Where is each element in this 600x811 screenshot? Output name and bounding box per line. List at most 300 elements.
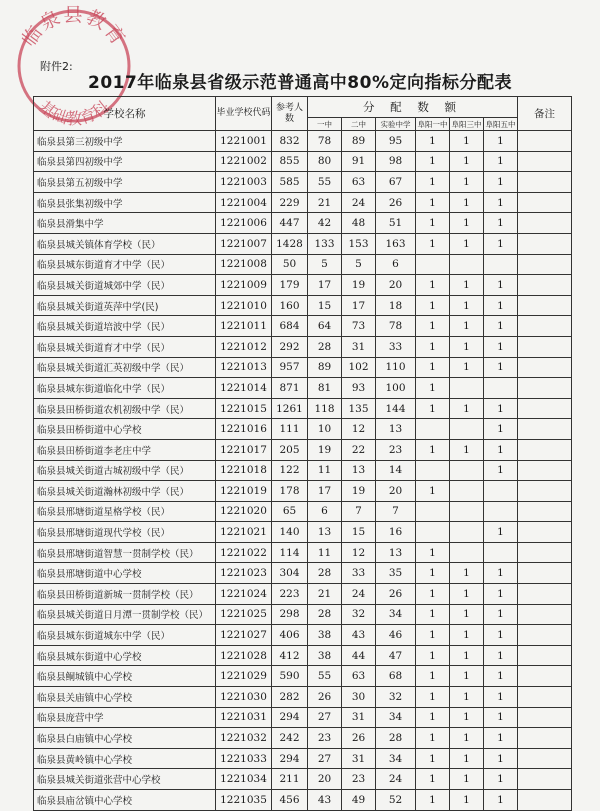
alloc-fuyang5-cell: 1 [484,687,518,708]
alloc-erzhong-cell: 19 [342,275,376,296]
school-code-cell: 1221035 [216,790,272,811]
allocation-table [33,96,572,811]
alloc-fuyang5-cell: 1 [484,522,518,543]
alloc-fuyang1-cell: 1 [416,398,450,419]
school-name-cell: 临泉县城关街道张营中心学校 [34,769,216,790]
school-name-cell: 临泉县田桥街道李老庄中学 [34,439,216,460]
alloc-yizhong-cell: 89 [308,357,342,378]
alloc-erzhong-cell: 31 [342,748,376,769]
alloc-erzhong-cell: 24 [342,192,376,213]
school-code-cell: 1221008 [216,254,272,275]
school-code-cell: 1221009 [216,275,272,296]
alloc-shiyan-cell: 46 [376,625,416,646]
alloc-erzhong-cell: 63 [342,172,376,193]
alloc-fuyang3-cell: 1 [450,295,484,316]
alloc-fuyang3-cell: 1 [450,645,484,666]
table-row [34,687,572,708]
alloc-fuyang3-cell: 1 [450,131,484,152]
alloc-shiyan-cell: 13 [376,419,416,440]
table-row [34,666,572,687]
alloc-fuyang1-cell: 1 [416,728,450,749]
exam-count-cell: 205 [272,439,308,460]
alloc-fuyang3-cell: 1 [450,316,484,337]
school-name-cell: 临泉县田桥街道新城一贯制学校（民） [34,584,216,605]
school-code-cell: 1221020 [216,501,272,522]
svg-text:基础教育科: 基础教育科 [35,96,113,128]
alloc-yizhong-cell: 21 [308,192,342,213]
alloc-fuyang5-cell: 1 [484,728,518,749]
alloc-fuyang5-cell: 1 [484,666,518,687]
school-name-cell: 临泉县城关街道英萍中学(民) [34,295,216,316]
alloc-shiyan-cell: 34 [376,748,416,769]
school-code-cell: 1221019 [216,481,272,502]
alloc-fuyang1-cell: 1 [416,790,450,811]
school-name-cell: 临泉县白庙镇中心学校 [34,728,216,749]
alloc-yizhong-cell: 10 [308,419,342,440]
school-code-cell: 1221010 [216,295,272,316]
alloc-fuyang1-cell: 1 [416,645,450,666]
alloc-fuyang3-cell: 1 [450,625,484,646]
alloc-shiyan-cell: 20 [376,481,416,502]
note-cell [518,172,572,193]
exam-count-cell: 871 [272,378,308,399]
exam-count-cell: 229 [272,192,308,213]
alloc-yizhong-cell: 55 [308,666,342,687]
school-name-cell: 临泉县城关街道日月潭一贯制学校（民） [34,604,216,625]
table-row [34,501,572,522]
table-row [34,584,572,605]
exam-count-cell: 1428 [272,233,308,254]
alloc-fuyang3-cell [450,419,484,440]
alloc-fuyang3-cell: 1 [450,728,484,749]
school-name-cell: 临泉县第五初级中学 [34,172,216,193]
alloc-fuyang5-cell: 1 [484,790,518,811]
alloc-shiyan-cell: 35 [376,563,416,584]
note-cell [518,336,572,357]
alloc-fuyang1-cell: 1 [416,707,450,728]
note-cell [518,254,572,275]
alloc-erzhong-cell: 31 [342,336,376,357]
school-name-cell: 临泉县城关街道培波中学（民） [34,316,216,337]
alloc-fuyang5-cell [484,378,518,399]
alloc-fuyang5-cell [484,254,518,275]
alloc-fuyang3-cell: 1 [450,336,484,357]
alloc-erzhong-cell: 102 [342,357,376,378]
note-cell [518,460,572,481]
alloc-fuyang3-cell: 1 [450,748,484,769]
alloc-fuyang3-cell: 1 [450,233,484,254]
note-cell [518,769,572,790]
alloc-fuyang1-cell: 1 [416,625,450,646]
alloc-shiyan-cell: 7 [376,501,416,522]
alloc-fuyang1-cell: 1 [416,233,450,254]
exam-count-cell: 412 [272,645,308,666]
alloc-erzhong-cell: 24 [342,584,376,605]
alloc-yizhong-cell: 133 [308,233,342,254]
alloc-fuyang5-cell: 1 [484,419,518,440]
attachment-label: 附件2: [40,60,73,73]
note-cell [518,316,572,337]
alloc-fuyang1-cell: 1 [416,213,450,234]
school-name-cell: 临泉县邢塘街道星格学校（民） [34,501,216,522]
note-cell [518,625,572,646]
alloc-fuyang5-cell: 1 [484,316,518,337]
alloc-shiyan-cell: 13 [376,542,416,563]
note-cell [518,439,572,460]
school-code-cell: 1221032 [216,728,272,749]
table-row [34,604,572,625]
school-code-cell: 1221015 [216,398,272,419]
school-code-cell: 1221007 [216,233,272,254]
alloc-shiyan-cell: 47 [376,645,416,666]
alloc-yizhong-cell: 15 [308,295,342,316]
table-row [34,172,572,193]
school-name-cell: 临泉县城关街道瀚林初级中学（民） [34,481,216,502]
exam-count-cell: 282 [272,687,308,708]
school-name-cell: 临泉县第四初级中学 [34,151,216,172]
alloc-fuyang5-cell [484,481,518,502]
alloc-shiyan-cell: 33 [376,336,416,357]
table-row [34,481,572,502]
exam-count-cell: 178 [272,481,308,502]
exam-count-cell: 111 [272,419,308,440]
alloc-fuyang3-cell: 1 [450,790,484,811]
school-code-cell: 1221001 [216,131,272,152]
alloc-fuyang1-cell: 1 [416,604,450,625]
table-row [34,131,572,152]
header-exam-count: 参考人数 [272,97,308,131]
alloc-fuyang1-cell: 1 [416,584,450,605]
exam-count-cell: 456 [272,790,308,811]
exam-count-cell: 684 [272,316,308,337]
alloc-yizhong-cell: 81 [308,378,342,399]
note-cell [518,419,572,440]
table-row [34,295,572,316]
alloc-yizhong-cell: 28 [308,604,342,625]
alloc-yizhong-cell: 17 [308,275,342,296]
exam-count-cell: 122 [272,460,308,481]
alloc-fuyang1-cell: 1 [416,666,450,687]
alloc-yizhong-cell: 28 [308,336,342,357]
table-row [34,645,572,666]
alloc-yizhong-cell: 27 [308,707,342,728]
alloc-erzhong-cell: 32 [342,604,376,625]
school-code-cell: 1221028 [216,645,272,666]
alloc-fuyang1-cell: 1 [416,275,450,296]
alloc-fuyang3-cell: 1 [450,151,484,172]
alloc-fuyang1-cell: 1 [416,687,450,708]
alloc-erzhong-cell: 30 [342,687,376,708]
alloc-fuyang5-cell: 1 [484,748,518,769]
table-row [34,748,572,769]
school-code-cell: 1221013 [216,357,272,378]
alloc-fuyang5-cell: 1 [484,584,518,605]
school-name-cell: 临泉县城东街道临化中学（民） [34,378,216,399]
school-name-cell: 临泉县城东街道育才中学（民） [34,254,216,275]
alloc-fuyang1-cell: 1 [416,357,450,378]
alloc-fuyang5-cell: 1 [484,707,518,728]
alloc-fuyang3-cell: 1 [450,707,484,728]
header-school-name: 学校名称 [34,97,216,131]
alloc-erzhong-cell: 15 [342,522,376,543]
alloc-fuyang1-cell: 1 [416,748,450,769]
alloc-yizhong-cell: 38 [308,625,342,646]
school-name-cell: 临泉县黄岭镇中心学校 [34,748,216,769]
school-code-cell: 1221018 [216,460,272,481]
alloc-fuyang5-cell: 1 [484,769,518,790]
alloc-shiyan-cell: 51 [376,213,416,234]
note-cell [518,481,572,502]
school-name-cell: 临泉县城关街道汇英初级中学（民） [34,357,216,378]
alloc-fuyang3-cell: 1 [450,439,484,460]
alloc-fuyang5-cell: 1 [484,151,518,172]
school-code-cell: 1221030 [216,687,272,708]
note-cell [518,213,572,234]
alloc-shiyan-cell: 163 [376,233,416,254]
alloc-shiyan-cell: 110 [376,357,416,378]
school-code-cell: 1221016 [216,419,272,440]
school-code-cell: 1221023 [216,563,272,584]
alloc-shiyan-cell: 26 [376,584,416,605]
exam-count-cell: 140 [272,522,308,543]
table-row [34,213,572,234]
alloc-erzhong-cell: 31 [342,707,376,728]
alloc-shiyan-cell: 23 [376,439,416,460]
school-code-cell: 1221006 [216,213,272,234]
alloc-fuyang5-cell: 1 [484,645,518,666]
alloc-erzhong-cell: 19 [342,481,376,502]
exam-count-cell: 292 [272,336,308,357]
alloc-fuyang5-cell [484,501,518,522]
alloc-fuyang5-cell: 1 [484,398,518,419]
school-code-cell: 1221002 [216,151,272,172]
alloc-fuyang3-cell: 1 [450,275,484,296]
alloc-fuyang3-cell [450,542,484,563]
alloc-erzhong-cell: 49 [342,790,376,811]
school-code-cell: 1221012 [216,336,272,357]
alloc-fuyang5-cell: 1 [484,172,518,193]
alloc-fuyang3-cell [450,481,484,502]
alloc-fuyang5-cell: 1 [484,563,518,584]
alloc-fuyang5-cell: 1 [484,604,518,625]
alloc-fuyang3-cell [450,378,484,399]
alloc-fuyang1-cell: 1 [416,295,450,316]
table-row [34,275,572,296]
alloc-shiyan-cell: 14 [376,460,416,481]
alloc-erzhong-cell: 22 [342,439,376,460]
school-code-cell: 1221011 [216,316,272,337]
alloc-erzhong-cell: 63 [342,666,376,687]
alloc-fuyang1-cell [416,419,450,440]
alloc-yizhong-cell: 11 [308,460,342,481]
school-name-cell: 临泉县邢塘街道现代学校（民） [34,522,216,543]
school-code-cell: 1221027 [216,625,272,646]
school-name-cell: 临泉县城东街道中心学校 [34,645,216,666]
alloc-shiyan-cell: 6 [376,254,416,275]
school-name-cell: 临泉县张集初级中学 [34,192,216,213]
alloc-shiyan-cell: 16 [376,522,416,543]
alloc-erzhong-cell: 23 [342,769,376,790]
alloc-erzhong-cell: 73 [342,316,376,337]
alloc-erzhong-cell: 26 [342,728,376,749]
exam-count-cell: 585 [272,172,308,193]
table-row [34,707,572,728]
school-name-cell: 临泉县第三初级中学 [34,131,216,152]
note-cell [518,728,572,749]
table-row [34,357,572,378]
alloc-fuyang1-cell [416,460,450,481]
header-sub-fuyang1: 阜阳一中 [417,119,448,129]
table-row [34,316,572,337]
table-row [34,398,572,419]
school-name-cell: 临泉县城关街道育才中学（民） [34,336,216,357]
alloc-fuyang5-cell: 1 [484,233,518,254]
school-code-cell: 1221024 [216,584,272,605]
alloc-fuyang3-cell: 1 [450,357,484,378]
school-code-cell: 1221033 [216,748,272,769]
alloc-fuyang1-cell: 1 [416,481,450,502]
alloc-shiyan-cell: 32 [376,687,416,708]
alloc-fuyang5-cell: 1 [484,625,518,646]
alloc-yizhong-cell: 43 [308,790,342,811]
school-name-cell: 临泉县田桥街道中心学校 [34,419,216,440]
alloc-yizhong-cell: 6 [308,501,342,522]
header-sub-yizhong: 一中 [308,118,342,131]
note-cell [518,151,572,172]
table-row [34,769,572,790]
alloc-fuyang1-cell: 1 [416,316,450,337]
alloc-erzhong-cell: 12 [342,419,376,440]
alloc-yizhong-cell: 23 [308,728,342,749]
table-row [34,254,572,275]
table-row [34,542,572,563]
note-cell [518,131,572,152]
document-title: 2017年临泉县省级示范普通高中80%定向指标分配表 [87,73,512,93]
school-code-cell: 1221003 [216,172,272,193]
school-code-cell: 1221004 [216,192,272,213]
school-name-cell: 临泉县邢塘街道中心学校 [34,563,216,584]
note-cell [518,378,572,399]
alloc-erzhong-cell: 135 [342,398,376,419]
alloc-yizhong-cell: 26 [308,687,342,708]
note-cell [518,295,572,316]
alloc-yizhong-cell: 20 [308,769,342,790]
alloc-erzhong-cell: 44 [342,645,376,666]
alloc-fuyang1-cell: 1 [416,769,450,790]
alloc-fuyang5-cell: 1 [484,357,518,378]
note-cell [518,584,572,605]
alloc-shiyan-cell: 67 [376,172,416,193]
table-row [34,522,572,543]
header-allocation: 分 配 数 额 [308,97,518,118]
table-row [34,378,572,399]
alloc-fuyang5-cell: 1 [484,192,518,213]
alloc-shiyan-cell: 100 [376,378,416,399]
exam-count-cell: 65 [272,501,308,522]
exam-count-cell: 223 [272,584,308,605]
school-name-cell: 临泉县庙岔镇中心学校 [34,790,216,811]
note-cell [518,233,572,254]
alloc-fuyang1-cell [416,501,450,522]
alloc-erzhong-cell: 33 [342,563,376,584]
school-name-cell: 临泉县城关街道城郊中学（民） [34,275,216,296]
exam-count-cell: 406 [272,625,308,646]
note-cell [518,604,572,625]
alloc-fuyang5-cell: 1 [484,295,518,316]
alloc-yizhong-cell: 118 [308,398,342,419]
note-cell [518,563,572,584]
school-code-cell: 1221029 [216,666,272,687]
alloc-fuyang3-cell: 1 [450,666,484,687]
school-name-cell: 临泉县城关镇体育学校（民） [34,233,216,254]
exam-count-cell: 957 [272,357,308,378]
exam-count-cell: 294 [272,748,308,769]
alloc-fuyang3-cell [450,460,484,481]
exam-count-cell: 298 [272,604,308,625]
alloc-yizhong-cell: 17 [308,481,342,502]
alloc-erzhong-cell: 17 [342,295,376,316]
alloc-fuyang3-cell [450,501,484,522]
exam-count-cell: 855 [272,151,308,172]
school-code-cell: 1221022 [216,542,272,563]
header-sub-shiyan: 实验中学 [376,118,416,131]
table-row [34,336,572,357]
table-body [34,131,572,811]
alloc-yizhong-cell: 38 [308,645,342,666]
exam-count-cell: 179 [272,275,308,296]
alloc-shiyan-cell: 144 [376,398,416,419]
header-school-code: 毕业学校代码 [216,97,272,131]
alloc-shiyan-cell: 95 [376,131,416,152]
note-cell [518,707,572,728]
header-sub-erzhong: 二中 [342,118,376,131]
alloc-yizhong-cell: 27 [308,748,342,769]
alloc-shiyan-cell: 28 [376,728,416,749]
exam-count-cell: 304 [272,563,308,584]
note-cell [518,501,572,522]
alloc-erzhong-cell: 7 [342,501,376,522]
exam-count-cell: 50 [272,254,308,275]
school-name-cell: 临泉县鲖城镇中心学校 [34,666,216,687]
table-row [34,563,572,584]
note-cell [518,522,572,543]
alloc-fuyang1-cell: 1 [416,151,450,172]
school-code-cell: 1221034 [216,769,272,790]
exam-count-cell: 590 [272,666,308,687]
table-row [34,460,572,481]
note-cell [518,542,572,563]
alloc-shiyan-cell: 52 [376,790,416,811]
alloc-erzhong-cell: 93 [342,378,376,399]
alloc-fuyang3-cell: 1 [450,687,484,708]
alloc-fuyang1-cell [416,254,450,275]
alloc-fuyang3-cell: 1 [450,563,484,584]
alloc-fuyang3-cell: 1 [450,192,484,213]
alloc-fuyang1-cell: 1 [416,192,450,213]
exam-count-cell: 114 [272,542,308,563]
school-name-cell: 临泉县城关街道古城初级中学（民） [34,460,216,481]
alloc-fuyang3-cell [450,522,484,543]
table-row [34,625,572,646]
alloc-shiyan-cell: 98 [376,151,416,172]
alloc-yizhong-cell: 80 [308,151,342,172]
alloc-erzhong-cell: 153 [342,233,376,254]
school-name-cell: 临泉县庞营中学 [34,707,216,728]
alloc-fuyang5-cell: 1 [484,460,518,481]
alloc-yizhong-cell: 19 [308,439,342,460]
header-sub-fuyang5: 阜阳五中 [484,118,518,131]
alloc-yizhong-cell: 42 [308,213,342,234]
